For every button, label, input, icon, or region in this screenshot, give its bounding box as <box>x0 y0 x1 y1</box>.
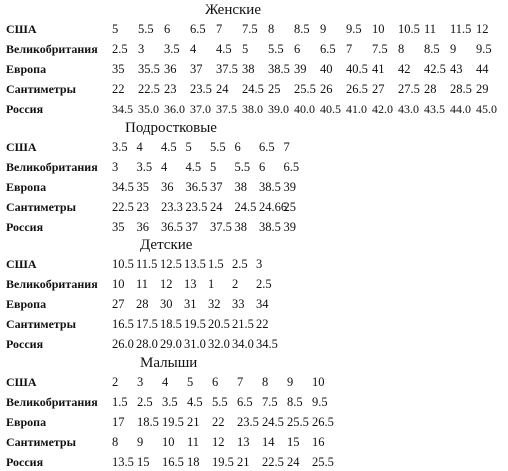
size-cell: 2.5 <box>137 395 153 409</box>
size-cell: 26.5 <box>312 415 334 429</box>
size-cell: 27 <box>372 82 385 96</box>
size-cell: 6.5 <box>190 22 206 36</box>
size-cell: 24 <box>216 82 229 96</box>
size-cell: 3.5 <box>136 160 153 174</box>
size-cell: 35 <box>136 180 149 194</box>
size-cell: 21 <box>237 455 250 469</box>
size-cell: 37 <box>210 180 223 194</box>
size-cell: 35.5 <box>138 62 160 76</box>
size-cell: 41 <box>372 62 385 76</box>
row-label: США <box>6 140 37 154</box>
size-cell: 37 <box>185 220 198 234</box>
size-cell: 10 <box>372 22 385 36</box>
size-cell: 15 <box>137 455 150 469</box>
size-cell: 9 <box>137 435 144 449</box>
size-row-europe <box>0 295 508 313</box>
size-cell: 13.5 <box>184 257 206 271</box>
size-row-russia <box>0 335 508 353</box>
size-cell: 8 <box>398 42 405 56</box>
section-title: Женские <box>205 2 261 18</box>
size-cell: 22 <box>256 317 269 331</box>
row-label: Сантиметры <box>6 317 76 331</box>
size-cell: 22 <box>212 415 225 429</box>
size-cell: 43.5 <box>424 102 445 116</box>
size-cell: 18.5 <box>160 317 182 331</box>
size-cell: 10.5 <box>112 257 134 271</box>
size-cell: 8 <box>262 375 269 389</box>
size-cell: 22 <box>112 82 125 96</box>
size-cell: 31.0 <box>184 337 206 351</box>
size-cell: 39 <box>294 62 307 76</box>
size-cell: 26.5 <box>346 82 368 96</box>
size-cell: 34.5 <box>112 102 133 116</box>
size-cell: 23.5 <box>237 415 259 429</box>
size-cell: 19.5 <box>162 415 184 429</box>
row-label: Россия <box>6 455 44 469</box>
size-cell: 4 <box>162 375 169 389</box>
size-cell: 6.5 <box>237 395 253 409</box>
size-cell: 14 <box>262 435 275 449</box>
size-cell: 42.0 <box>372 102 393 116</box>
row-label: Великобритания <box>6 395 98 409</box>
size-cell: 25.5 <box>287 415 309 429</box>
size-cell: 4 <box>190 42 197 56</box>
size-cell: 16.5 <box>112 317 134 331</box>
size-cell: 6.5 <box>320 42 336 56</box>
size-cell: 8.5 <box>424 42 440 56</box>
size-cell: 10.5 <box>398 22 420 36</box>
size-cell: 36.0 <box>164 102 185 116</box>
size-cell: 23.5 <box>185 200 208 214</box>
size-row-cm <box>0 315 508 333</box>
size-cell: 6 <box>259 160 266 174</box>
size-cell: 27 <box>112 297 125 311</box>
size-row-cm <box>0 80 508 98</box>
size-cell: 1.5 <box>208 257 224 271</box>
size-cell: 15 <box>287 435 300 449</box>
size-row-uk <box>0 393 508 411</box>
size-cell: 3.5 <box>162 395 178 409</box>
size-cell: 25 <box>268 82 281 96</box>
size-cell: 11.5 <box>136 257 158 271</box>
size-row-russia <box>0 100 508 118</box>
size-cell: 45.0 <box>476 102 497 116</box>
size-cell: 17.5 <box>136 317 158 331</box>
size-row-usa <box>0 138 508 156</box>
size-row-usa <box>0 255 508 273</box>
size-cell: 32.0 <box>208 337 230 351</box>
row-label: США <box>6 22 37 36</box>
size-cell: 11 <box>136 277 149 291</box>
row-label: Европа <box>6 62 47 76</box>
size-cell: 4 <box>161 160 168 174</box>
size-cell: 37.5 <box>210 220 232 234</box>
size-row-europe <box>0 413 508 431</box>
size-row-usa <box>0 20 508 38</box>
size-cell: 27.5 <box>398 82 420 96</box>
size-cell: 30 <box>160 297 173 311</box>
size-cell: 29.0 <box>160 337 182 351</box>
size-cell: 33 <box>232 297 245 311</box>
size-cell: 8 <box>112 435 119 449</box>
size-cell: 25.5 <box>312 455 334 469</box>
size-cell: 36 <box>136 220 149 234</box>
row-label: Россия <box>6 102 44 116</box>
size-cell: 37.0 <box>190 102 211 116</box>
size-row-cm <box>0 433 508 451</box>
size-cell: 11 <box>187 435 200 449</box>
size-cell: 5.5 <box>138 22 154 36</box>
size-cell: 10 <box>112 277 125 291</box>
size-cell: 3.5 <box>164 42 180 56</box>
size-cell: 4.5 <box>161 140 177 154</box>
size-cell: 43 <box>450 62 463 76</box>
row-label: Великобритания <box>6 42 98 56</box>
size-cell: 37.5 <box>216 62 238 76</box>
size-cell: 41.0 <box>346 102 367 116</box>
size-cell: 40.0 <box>294 102 315 116</box>
row-label: Сантиметры <box>6 200 76 214</box>
size-cell: 2.5 <box>232 257 248 271</box>
size-cell: 5 <box>210 160 217 174</box>
size-cell: 22.5 <box>262 455 284 469</box>
size-cell: 11 <box>424 22 437 36</box>
size-cell: 35 <box>112 220 125 234</box>
size-cell: 10 <box>162 435 175 449</box>
size-row-uk <box>0 275 508 293</box>
size-cell: 34.5 <box>256 337 278 351</box>
size-cell: 24.5 <box>234 200 257 214</box>
row-label: Великобритания <box>6 160 98 174</box>
size-cell: 4.5 <box>185 160 202 174</box>
size-cell: 39 <box>283 180 296 194</box>
size-cell: 23.5 <box>190 82 212 96</box>
size-cell: 20.5 <box>208 317 230 331</box>
size-cell: 2.5 <box>112 42 128 56</box>
size-cell: 38 <box>234 180 247 194</box>
size-cell: 7.5 <box>262 395 278 409</box>
size-cell: 12 <box>212 435 225 449</box>
size-cell: 28 <box>424 82 437 96</box>
size-cell: 5.5 <box>268 42 284 56</box>
row-label: Сантиметры <box>6 435 76 449</box>
size-row-uk <box>0 158 508 176</box>
size-cell: 13.5 <box>112 455 134 469</box>
size-cell: 3 <box>256 257 263 271</box>
size-cell: 24 <box>210 200 223 214</box>
size-cell: 42.5 <box>424 62 446 76</box>
size-cell: 21.5 <box>232 317 254 331</box>
size-cell: 7 <box>283 140 290 154</box>
size-cell: 36 <box>161 180 174 194</box>
row-label: Европа <box>6 180 47 194</box>
size-cell: 40.5 <box>346 62 368 76</box>
size-cell: 5 <box>112 22 119 36</box>
size-cell: 7.5 <box>242 22 258 36</box>
size-cell: 35.0 <box>138 102 159 116</box>
size-cell: 8.5 <box>294 22 310 36</box>
size-cell: 9 <box>287 375 294 389</box>
size-cell: 28.0 <box>136 337 158 351</box>
size-cell: 5 <box>185 140 192 154</box>
size-cell: 4.5 <box>187 395 203 409</box>
size-cell: 32 <box>208 297 221 311</box>
size-cell: 2.5 <box>256 277 272 291</box>
size-cell: 5.5 <box>210 140 226 154</box>
size-cell: 22.5 <box>112 200 134 214</box>
size-cell: 37.5 <box>216 102 237 116</box>
size-cell: 6 <box>164 22 171 36</box>
section-title: Малыши <box>140 355 198 371</box>
size-cell: 40.5 <box>320 102 341 116</box>
row-label: Россия <box>6 220 44 234</box>
size-cell: 25.5 <box>294 82 316 96</box>
size-cell: 6 <box>234 140 241 154</box>
size-cell: 34.0 <box>232 337 254 351</box>
size-cell: 1.5 <box>112 395 128 409</box>
size-cell: 3 <box>112 160 119 174</box>
size-cell: 5 <box>242 42 249 56</box>
size-cell: 6.5 <box>283 160 300 174</box>
size-cell: 34.5 <box>112 180 134 194</box>
size-cell: 18.5 <box>137 415 159 429</box>
size-cell: 9 <box>450 42 457 56</box>
size-cell: 8.5 <box>287 395 303 409</box>
row-label: Великобритания <box>6 277 98 291</box>
size-cell: 34 <box>256 297 269 311</box>
size-cell: 13 <box>237 435 250 449</box>
size-cell: 26.0 <box>112 337 134 351</box>
size-row-russia <box>0 218 508 236</box>
size-cell: 16 <box>312 435 325 449</box>
size-row-europe <box>0 178 508 196</box>
size-cell: 28 <box>136 297 149 311</box>
size-cell: 24.5 <box>242 82 264 96</box>
size-row-usa <box>0 373 508 391</box>
size-cell: 17 <box>112 415 125 429</box>
size-cell: 12.5 <box>160 257 182 271</box>
size-cell: 7 <box>346 42 353 56</box>
size-cell: 24.66 <box>259 200 288 214</box>
size-cell: 29 <box>476 82 489 96</box>
size-cell: 25 <box>283 200 296 214</box>
section-title: Подростковые <box>125 120 217 136</box>
size-cell: 8 <box>268 22 275 36</box>
size-row-russia <box>0 453 508 471</box>
size-cell: 7 <box>237 375 244 389</box>
size-cell: 16.5 <box>162 455 184 469</box>
size-cell: 6 <box>212 375 219 389</box>
size-cell: 3 <box>137 375 144 389</box>
size-cell: 9 <box>320 22 327 36</box>
row-label: США <box>6 375 37 389</box>
size-cell: 19.5 <box>184 317 206 331</box>
row-label: Сантиметры <box>6 82 76 96</box>
size-cell: 13 <box>184 277 197 291</box>
size-cell: 38.5 <box>268 62 290 76</box>
size-cell: 5.5 <box>212 395 228 409</box>
size-cell: 2 <box>112 375 119 389</box>
size-cell: 38.5 <box>259 180 281 194</box>
size-cell: 36.5 <box>185 180 208 194</box>
section-title: Детские <box>140 237 193 253</box>
size-cell: 26 <box>320 82 333 96</box>
size-cell: 12 <box>160 277 173 291</box>
size-cell: 19.5 <box>212 455 234 469</box>
size-cell: 11.5 <box>450 22 472 36</box>
size-cell: 42 <box>398 62 411 76</box>
size-cell: 21 <box>187 415 200 429</box>
size-cell: 1 <box>208 277 215 291</box>
row-label: США <box>6 257 37 271</box>
size-cell: 23 <box>136 200 149 214</box>
size-cell: 35 <box>112 62 125 76</box>
size-row-europe <box>0 60 508 78</box>
size-cell: 5 <box>187 375 194 389</box>
size-cell: 39 <box>283 220 296 234</box>
size-cell: 24.5 <box>262 415 284 429</box>
size-cell: 36.5 <box>161 220 183 234</box>
size-cell: 28.5 <box>450 82 472 96</box>
size-cell: 43.0 <box>398 102 419 116</box>
size-cell: 3.5 <box>112 140 128 154</box>
size-cell: 38 <box>242 62 255 76</box>
size-row-cm <box>0 198 508 216</box>
size-cell: 7 <box>216 22 223 36</box>
size-cell: 9.5 <box>312 395 328 409</box>
size-cell: 6.5 <box>259 140 275 154</box>
size-cell: 6 <box>294 42 301 56</box>
size-cell: 9.5 <box>346 22 362 36</box>
size-cell: 22.5 <box>138 82 160 96</box>
size-cell: 2 <box>232 277 239 291</box>
size-cell: 37 <box>190 62 203 76</box>
size-cell: 44.0 <box>450 102 471 116</box>
size-cell: 40 <box>320 62 333 76</box>
size-cell: 39.0 <box>268 102 289 116</box>
size-cell: 36 <box>164 62 177 76</box>
size-cell: 44 <box>476 62 489 76</box>
size-cell: 5.5 <box>234 160 251 174</box>
size-cell: 38.0 <box>242 102 263 116</box>
row-label: Россия <box>6 337 44 351</box>
size-cell: 3 <box>138 42 145 56</box>
size-cell: 38 <box>234 220 247 234</box>
size-cell: 18 <box>187 455 200 469</box>
size-cell: 12 <box>476 22 489 36</box>
size-cell: 9.5 <box>476 42 492 56</box>
row-label: Европа <box>6 297 47 311</box>
size-cell: 4.5 <box>216 42 232 56</box>
size-cell: 7.5 <box>372 42 388 56</box>
size-cell: 23 <box>164 82 177 96</box>
size-cell: 10 <box>312 375 325 389</box>
size-cell: 23.3 <box>161 200 183 214</box>
size-cell: 24 <box>287 455 300 469</box>
size-cell: 31 <box>184 297 197 311</box>
size-cell: 4 <box>136 140 143 154</box>
size-cell: 38.5 <box>259 220 281 234</box>
row-label: Европа <box>6 415 47 429</box>
size-row-uk <box>0 40 508 58</box>
